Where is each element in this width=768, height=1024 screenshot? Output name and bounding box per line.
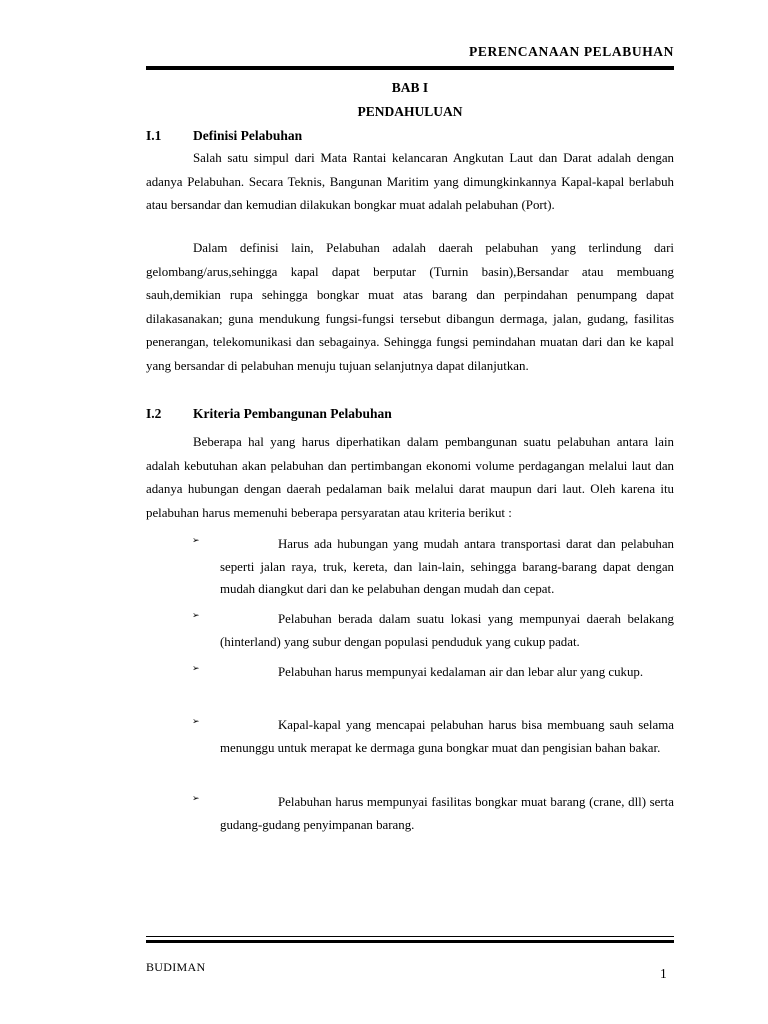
arrow-bullet-icon: ➢ bbox=[192, 717, 200, 727]
paragraph: Salah satu simpul dari Mata Rantai kelancaran Angkutan Laut dan Darat adalah dengan adanya Pelabuhan. Secara Teknis, Bangunan Maritim yang dimungkinkannya Kapal-kapal berlabuh atau bersandar dan kemudian dilakukan bongkar muat adalah pelabuhan (Port). bbox=[146, 151, 674, 213]
section-title: Kriteria Pembangunan Pelabuhan bbox=[193, 406, 392, 421]
section-number: I.2 bbox=[146, 406, 162, 421]
footer-rule bbox=[146, 936, 674, 937]
list-item-text: Pelabuhan harus mempunyai fasilitas bongkar muat barang (crane, dll) serta gudang-gudang penyimpanan barang. bbox=[220, 795, 674, 832]
footer-author: BUDIMAN bbox=[146, 960, 206, 974]
list-item-text: Harus ada hubungan yang mudah antara transportasi darat dan pelabuhan seperti jalan raya, truk, kereta, dan lain-lain, sehingga barang-barang dapat dengan mudah diangkut dari dan ke pelabuhan dengan mudah dan cepat. bbox=[220, 537, 674, 596]
list-item-text: Pelabuhan berada dalam suatu lokasi yang mempunyai daerah belakang (hinterland) yang subur dengan populasi penduduk yang cukup padat. bbox=[220, 612, 674, 649]
arrow-bullet-icon: ➢ bbox=[192, 611, 200, 621]
list-item-text: Pelabuhan harus mempunyai kedalaman air dan lebar alur yang cukup. bbox=[278, 665, 644, 679]
paragraph: Beberapa hal yang harus diperhatikan dalam pembangunan suatu pelabuhan antara lain adalah kebutuhan akan pelabuhan dan pertimbangan ekonomi volume perdagangan melalui laut dan adanya hubungan dengan daerah pedalaman baik melalui darat maupun dari laut. Oleh karena itu pelabuhan harus memenuhi beberapa persyaratan atau kriteria berikut : bbox=[146, 435, 674, 520]
chapter-title: PENDAHULUAN bbox=[357, 104, 463, 119]
header-rule bbox=[146, 66, 674, 70]
list-item-text: Kapal-kapal yang mencapai pelabuhan harus bisa membuang sauh selama menunggu untuk merapat ke dermaga guna bongkar muat dan pengisian bahan bakar. bbox=[220, 718, 674, 755]
arrow-bullet-icon: ➢ bbox=[192, 536, 200, 546]
running-header: PERENCANAAN PELABUHAN bbox=[469, 44, 674, 59]
arrow-bullet-icon: ➢ bbox=[192, 664, 200, 674]
footer-rule bbox=[146, 940, 674, 943]
arrow-bullet-icon: ➢ bbox=[192, 794, 200, 804]
page-number: 1 bbox=[660, 966, 667, 981]
section-number: I.1 bbox=[146, 128, 162, 143]
chapter-label: BAB I bbox=[391, 80, 429, 95]
paragraph: Dalam definisi lain, Pelabuhan adalah daerah pelabuhan yang terlindung dari gelombang/arus,sehingga kapal dapat berputar (Turnin basin),Bersandar atau membuang sauh,demikian rupa sehingga bongkar muat atas barang dan perpindahan penumpang dapat dilakasanakan; guna mendukung fungsi-fungsi tersebut dibangun dermaga, jalan, gudang, fasilitas penerangan, telekomunikasi dan sebagainya. Sehingga fungsi pemindahan muatan dari dan ke kapal yang bersandar di pelabuhan menuju tujuan selanjutnya dapat dilanjutkan. bbox=[146, 241, 674, 373]
section-title: Definisi Pelabuhan bbox=[193, 128, 303, 143]
